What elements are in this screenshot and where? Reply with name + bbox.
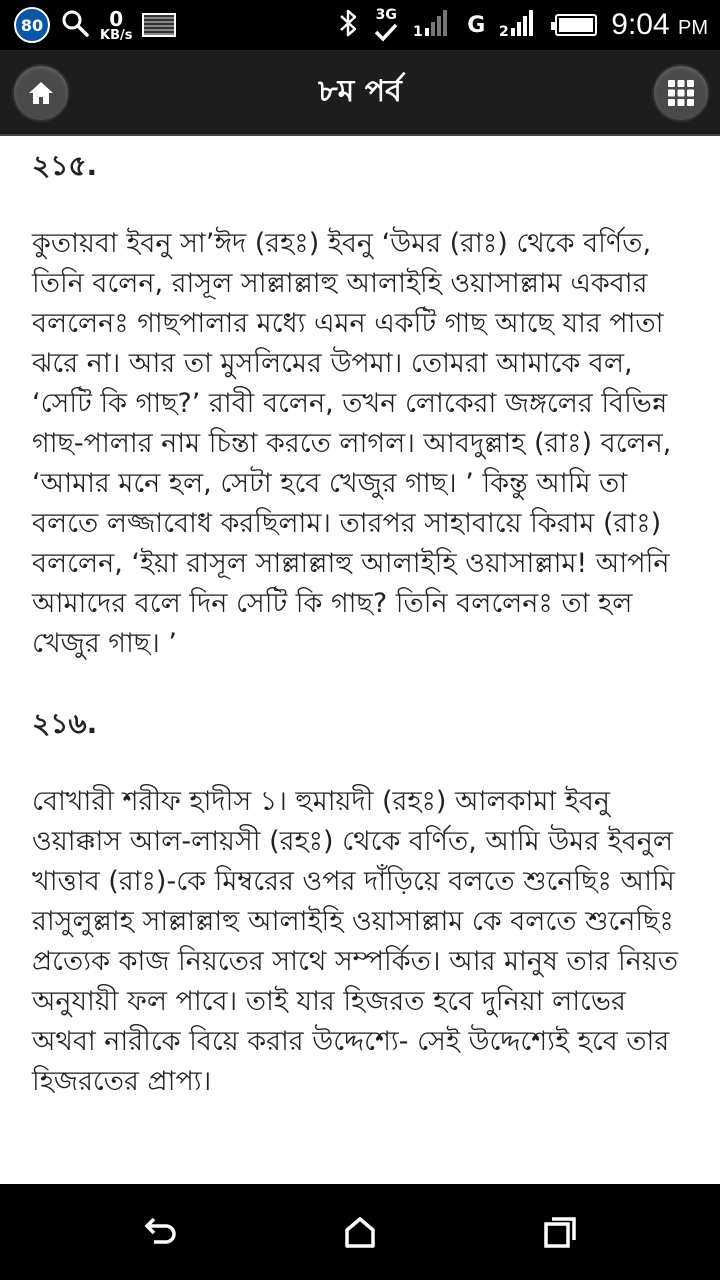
page-title: ৮ম পর্ব [318,73,402,109]
hadith-number: ২১৫. [32,149,98,182]
hadith-text: বোখারী শরীফ হাদীস ১। হুমায়দী (রহঃ) আলকামা ইবনু ওয়াক্কাস আল-লায়সী (রহঃ) থেকে বর্ণিত, আমি উমর ইবনুল খাত্তাব (রাঃ)-কে মিম্বরের ওপর দাঁড়িয়ে বলতে শুনেছিঃ আমি রাসুলুল্লাহ সাল্লাল্লাহু আলাইহি ওয়াসাল্লাম কে বলতে শুনেছিঃ প্রত্যেক কাজ নিয়তের সাথে সম্পর্কিত। আর মানুষ তার নিয়ত অনুযায়ী ফল পাবে। তাই যার হিজরত হবে দুনিয়া লাভের অথবা নারীকে বিয়ে করার উদ্দেশ্যে- সেই উদ্দেশ্যেই হবে তার হিজরতের প্রাপ্য। [32,786,678,1097]
signal-icon [413,8,453,42]
status-right [337,7,708,43]
bluetooth-icon [337,7,359,43]
image-icon [142,13,176,37]
net-speed [100,6,133,43]
hadith-text: কুতায়বা ইবনু সা’ঈদ (রহঃ) ইবনু ‘উমর (রাঃ) থেকে বর্ণিত, তিনি বলেন, রাসূল সাল্লাল্লাহু আলাইহি ওয়াসাল্লাম একবার বললেনঃ গাছপালার মধ্যে এমন একটি গাছ আছে যার পাতা ঝরে না। আর তা মুসলিমের উপমা। তোমরা আমাকে বল, ‘সেটি কি গাছ?’ রাবী বলেন, তখন লোকেরা জঙ্গলের বিভিন্ন গাছ-পালার নাম চিন্তা করতে লাগল। আবদুল্লাহ (রাঃ) বলেন, ‘আমার মনে হল, সেটা হবে খেজুর গাছ। ’ কিন্তু আমি তা বলতে লজ্জাবোধ করছিলাম। তারপর সাহাবায়ে কিরাম (রাঃ) বললেন, ‘ইয়া রাসূল সাল্লাল্লাহু আলাইহি ওয়াসাল্লাম! আপনি আমাদের বলে দিন সেটি কি গাছ? তিনি বললেনঃ তা হল খেজুর গাছ। ’ [32,228,672,659]
svg-text:2: 2 [499,24,510,38]
clock-time: 9:04 [611,8,670,41]
back-icon [140,1212,180,1252]
grid-menu-icon [666,78,696,108]
home-button[interactable] [12,64,70,122]
back-button[interactable] [130,1202,190,1262]
app-bar [0,50,720,136]
recents-icon [540,1212,580,1252]
signal-icon-2 [499,8,541,42]
network-3g-label: 3G [375,7,397,23]
status-left [14,7,176,43]
battery-icon [555,14,597,36]
clock [611,8,708,42]
check-icon [373,22,399,42]
recents-button[interactable] [530,1202,590,1262]
network-g: G [467,12,486,38]
status-bar [0,0,720,50]
network-3g [373,8,399,42]
home-nav-button[interactable] [330,1202,390,1262]
system-nav-bar [0,1184,720,1280]
menu-grid-button[interactable] [652,64,710,122]
search-icon [60,8,90,42]
home-icon [26,78,56,108]
net-speed-unit: KB/s [100,27,133,43]
hadith-number: ২১৬. [32,707,98,740]
clock-ampm: PM [678,17,708,39]
net-speed-value: 0 [109,6,124,31]
notification-badge: 80 [14,7,50,43]
hadith-content[interactable] [0,136,720,1184]
home-nav-icon [340,1212,380,1252]
svg-text:1: 1 [413,24,423,38]
